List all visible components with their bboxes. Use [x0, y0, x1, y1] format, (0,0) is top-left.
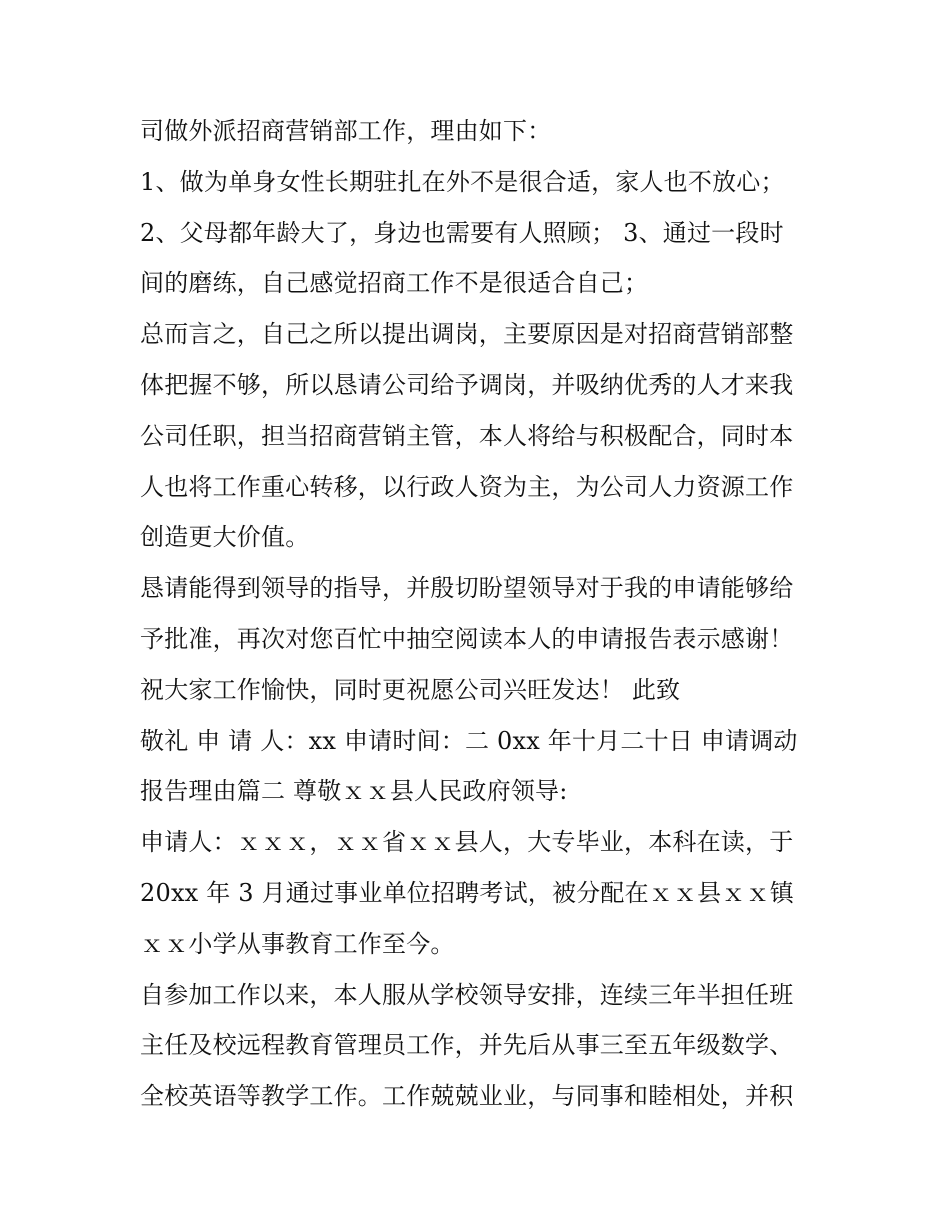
text-line: 人也将工作重心转移，以行政人资为主，为公司人力资源工作	[140, 472, 794, 501]
text-line: 全校英语等教学工作。工作兢兢业业，与同事和睦相处，并积	[140, 1082, 794, 1111]
text-line: 司做外派招商营销部工作，理由如下：	[140, 117, 552, 145]
document-body	[140, 106, 830, 1122]
text-line: 申请人：ｘｘｘ，ｘｘ省ｘｘ县人，大专毕业，本科在读，于	[140, 828, 794, 857]
text-line: 敬礼 申 请 人：xx 申请时间：二 0xx 年十月二十日 申请调动	[140, 726, 798, 755]
text-line: 2、父母都年龄大了，身边也需要有人照顾； 3、通过一段时	[140, 218, 784, 247]
text-line: 自参加工作以来，本人服从学校领导安排，连续三年半担任班	[140, 980, 794, 1009]
text-line: 公司任职，担当招商营销主管，本人将给与积极配合，同时本	[140, 421, 794, 450]
text-line: 祝大家工作愉快，同时更祝愿公司兴旺发达！ 此致	[140, 675, 681, 704]
text-line: 创造更大价值。	[140, 523, 310, 552]
text-line: 20xx 年 3 月通过事业单位招聘考试，被分配在ｘｘ县ｘｘ镇	[140, 878, 794, 907]
text-line: 予批准，再次对您百忙中抽空阅读本人的申请报告表示感谢！	[140, 624, 794, 653]
text-line: ｘｘ小学从事教育工作至今。	[140, 929, 455, 958]
text-line: 报告理由篇二 尊敬ｘｘ县人民政府领导:	[140, 777, 568, 806]
text-line: 主任及校远程教育管理员工作，并先后从事三至五年级数学、	[140, 1031, 794, 1060]
text-line: 体把握不够，所以恳请公司给予调岗，并吸纳优秀的人才来我	[140, 370, 794, 399]
text-line: 1、做为单身女性长期驻扎在外不是很合适，家人也不放心；	[140, 167, 785, 196]
text-line: 间的磨练，自己感觉招商工作不是很适合自己；	[140, 269, 649, 298]
text-line: 恳请能得到领导的指导，并殷切盼望领导对于我的申请能够给	[140, 574, 794, 603]
text-line: 总而言之，自己之所以提出调岗，主要原因是对招商营销部整	[140, 320, 794, 349]
